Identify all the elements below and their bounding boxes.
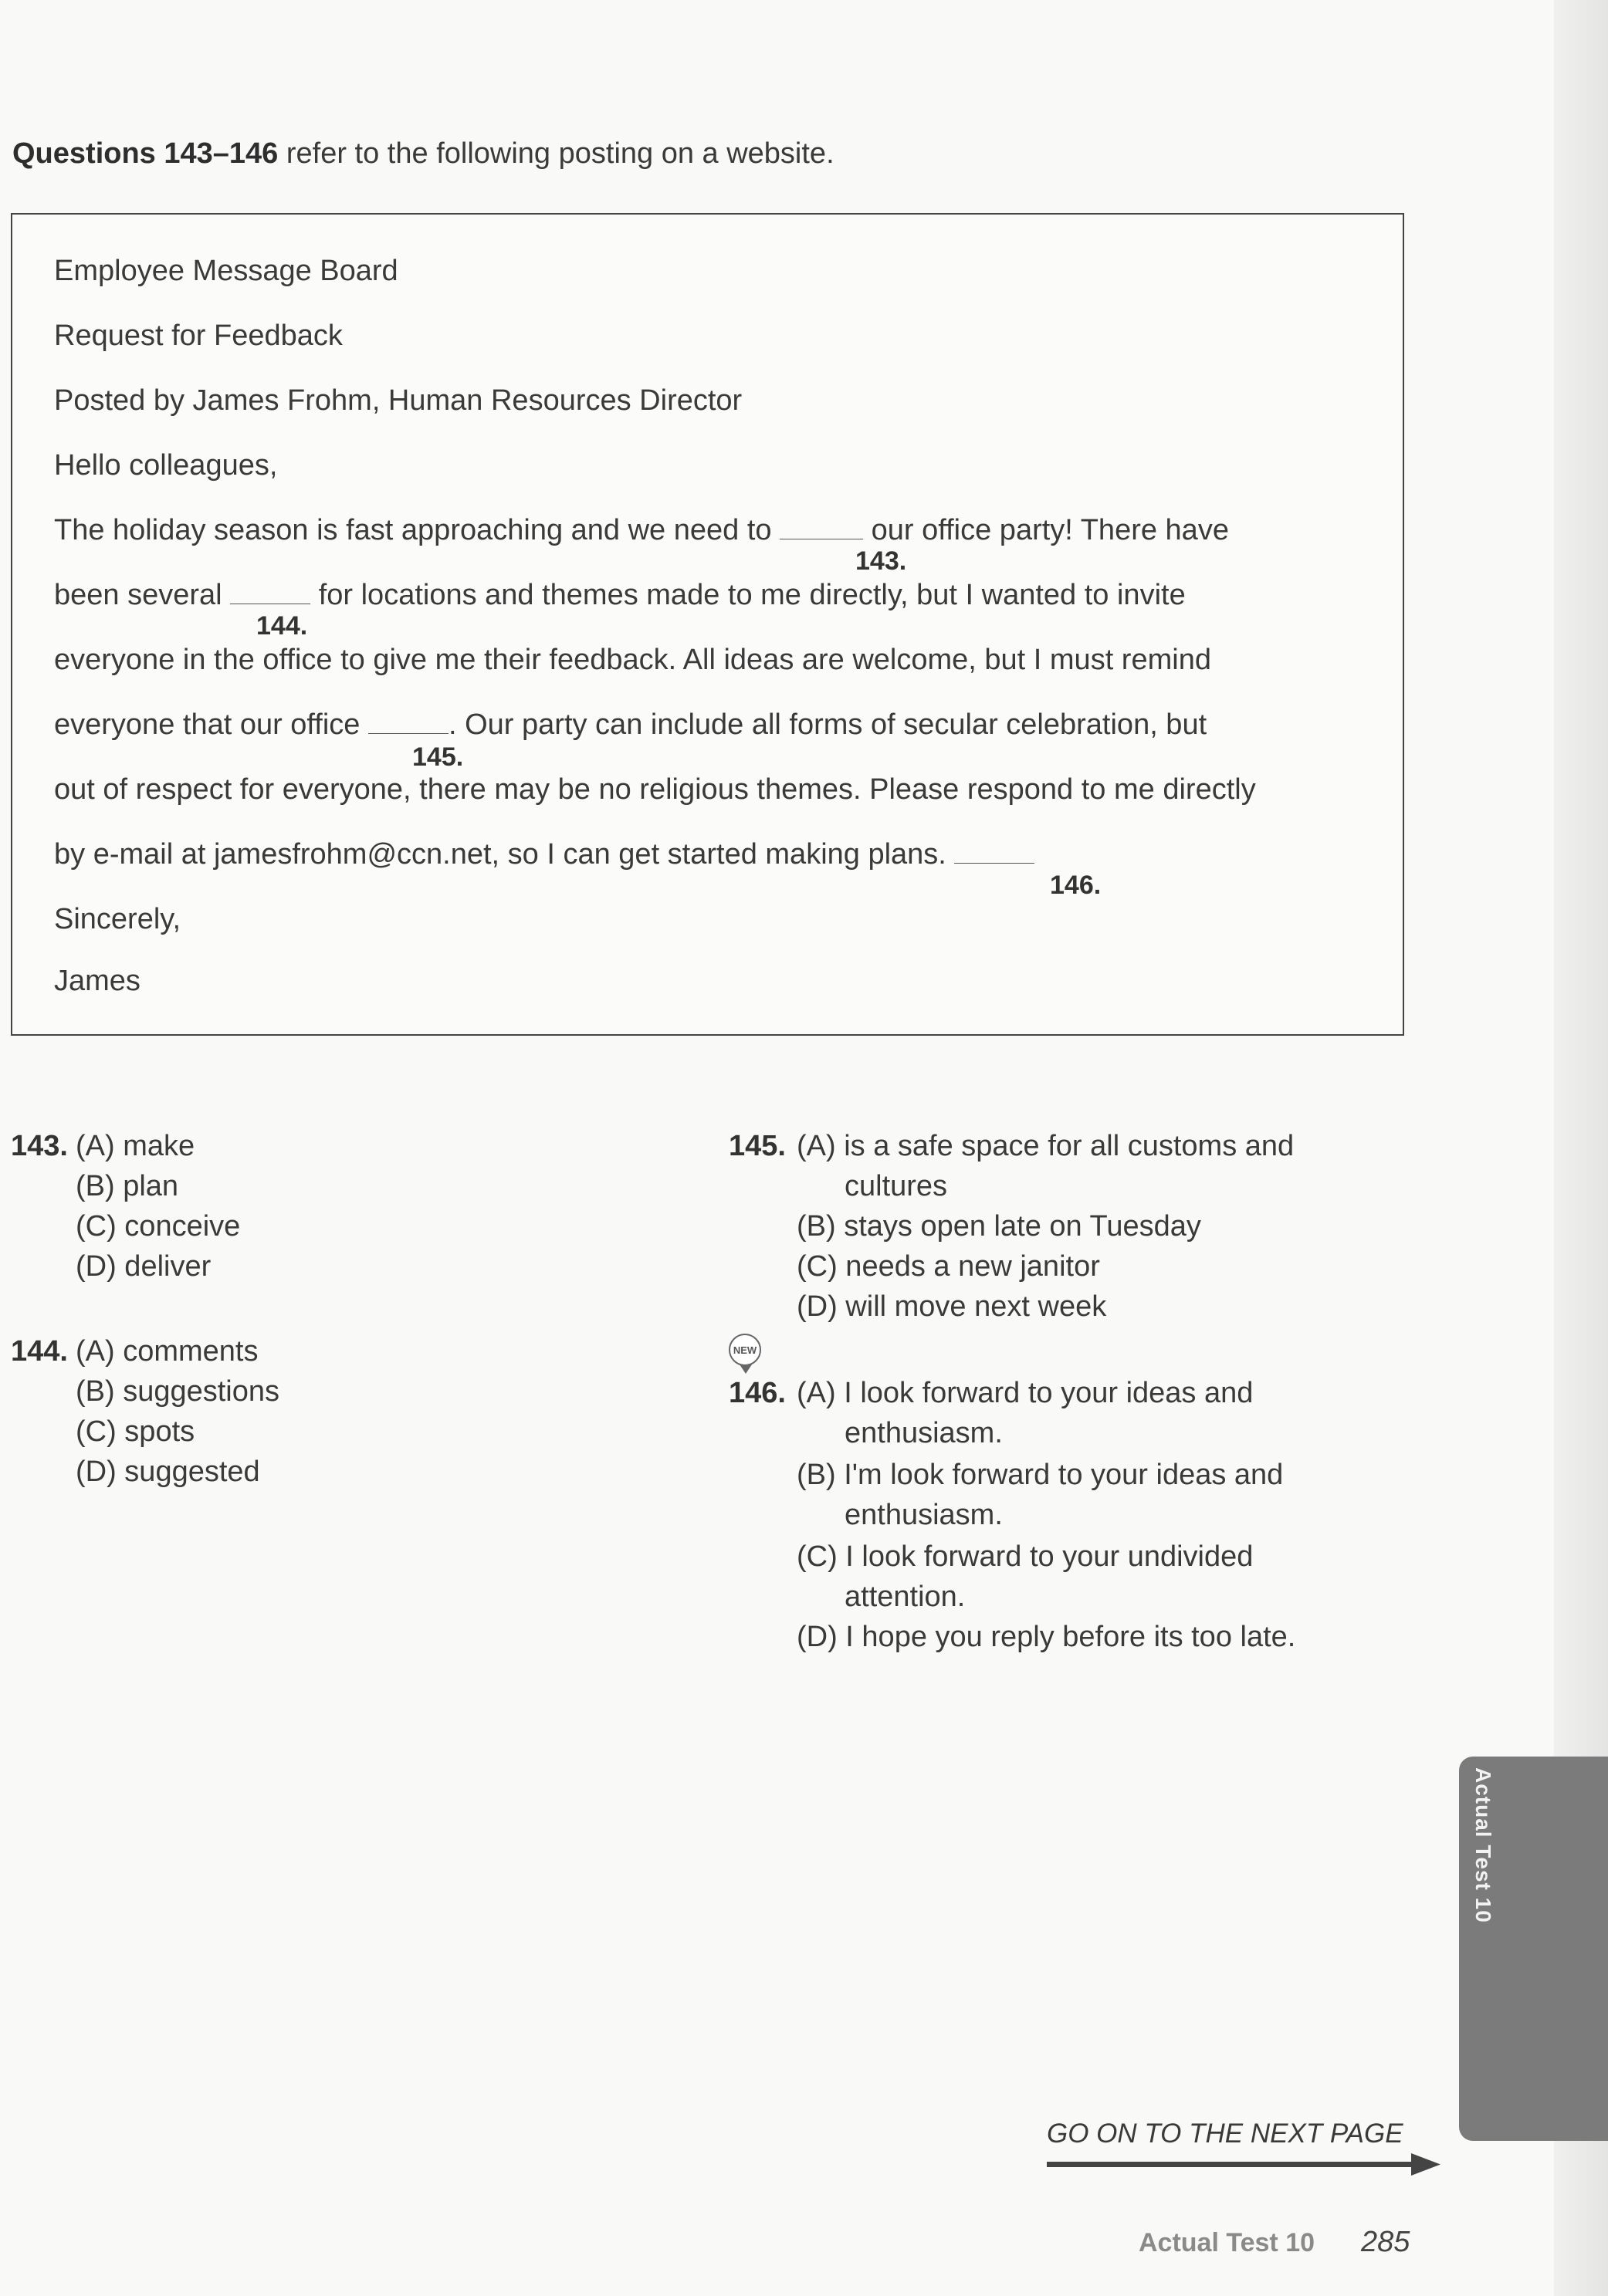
post-line-1 [54,514,1229,547]
q146-option-a[interactable]: (A) I look forward to your ideas and [797,1377,1254,1409]
blank-144-number: 144. [256,611,308,641]
blank-146-number: 146. [1050,871,1102,900]
q145-option-b[interactable]: (B) stays open late on Tuesday [797,1210,1201,1243]
q143-option-d[interactable]: (D) deliver [76,1250,212,1283]
post-line-4-end: . Our party can include all forms of secular celebration, but [449,708,1207,741]
q146-option-c-cont[interactable]: attention. [845,1581,966,1613]
question-146-number: 146. [729,1377,786,1409]
footer-test-label: Actual Test 10 [1139,2228,1315,2257]
post-subject: Request for Feedback [54,320,343,352]
post-line-2-end: for locations and themes made to me directly, but I wanted to invite [310,579,1186,611]
post-line-3: everyone in the office to give me their feedback. All ideas are welcome, but I must remind [54,644,1211,676]
q145-option-c[interactable]: (C) needs a new janitor [797,1250,1100,1283]
post-line-5: out of respect for everyone, there may be no religious themes. Please respond to me directly [54,773,1256,806]
question-143-number: 143. [11,1130,68,1162]
q144-option-c[interactable]: (C) spots [76,1415,195,1448]
post-line-6 [54,838,1034,871]
questions-range: Questions 143–146 [12,137,279,170]
post-line-4 [54,708,1207,742]
q145-option-a[interactable]: (A) is a safe space for all customs and [797,1130,1295,1162]
blank-144 [230,600,310,604]
blank-143 [780,536,863,539]
post-author: Posted by James Frohm, Human Resources Director [54,384,743,417]
post-line-2-start: been several [54,579,231,611]
q146-option-a-cont[interactable]: enthusiasm. [845,1417,1003,1449]
q144-option-a[interactable]: (A) comments [76,1335,259,1368]
q144-option-b[interactable]: (B) suggestions [76,1375,280,1408]
q143-option-c[interactable]: (C) conceive [76,1210,241,1243]
go-next-page-text: GO ON TO THE NEXT PAGE [1047,2118,1403,2149]
q146-option-c[interactable]: (C) I look forward to your undivided [797,1540,1254,1573]
post-signature: James [54,965,140,997]
q146-option-d[interactable]: (D) I hope you reply before its too late. [797,1621,1296,1653]
post-line-1-start: The holiday season is fast approaching and we need to [54,514,780,546]
question-144-number: 144. [11,1335,68,1368]
q143-option-b[interactable]: (B) plan [76,1170,179,1202]
board-title: Employee Message Board [54,255,398,287]
question-145-number: 145. [729,1130,786,1162]
q146-option-b[interactable]: (B) I'm look forward to your ideas and [797,1459,1284,1491]
right-arrow-icon [1047,2153,1440,2176]
q145-option-a-cont[interactable]: cultures [845,1170,948,1202]
q146-option-b-cont[interactable]: enthusiasm. [845,1499,1003,1531]
side-tab-label: Actual Test 10 [1471,1767,1495,1923]
post-line-4-start: everyone that our office [54,708,368,741]
blank-143-number: 143. [855,546,907,576]
q144-option-d[interactable]: (D) suggested [76,1456,260,1488]
posting-box [11,213,1404,1036]
post-closing: Sincerely, [54,903,181,935]
blank-146 [954,860,1034,864]
page-number: 285 [1361,2226,1410,2258]
post-greeting: Hello colleagues, [54,449,278,482]
post-line-1-end: our office party! There have [863,514,1229,546]
new-badge-icon: NEW [729,1334,761,1366]
post-line-6-text: by e-mail at jamesfrohm@ccn.net, so I can get started making plans. [54,838,955,871]
post-line-2 [54,579,1186,612]
q145-option-d[interactable]: (D) will move next week [797,1290,1107,1323]
questions-intro-text: refer to the following posting on a website. [278,137,834,170]
questions-intro [12,137,834,171]
blank-145-number: 145. [412,742,464,772]
blank-145 [368,730,449,734]
q143-option-a[interactable]: (A) make [76,1130,195,1162]
